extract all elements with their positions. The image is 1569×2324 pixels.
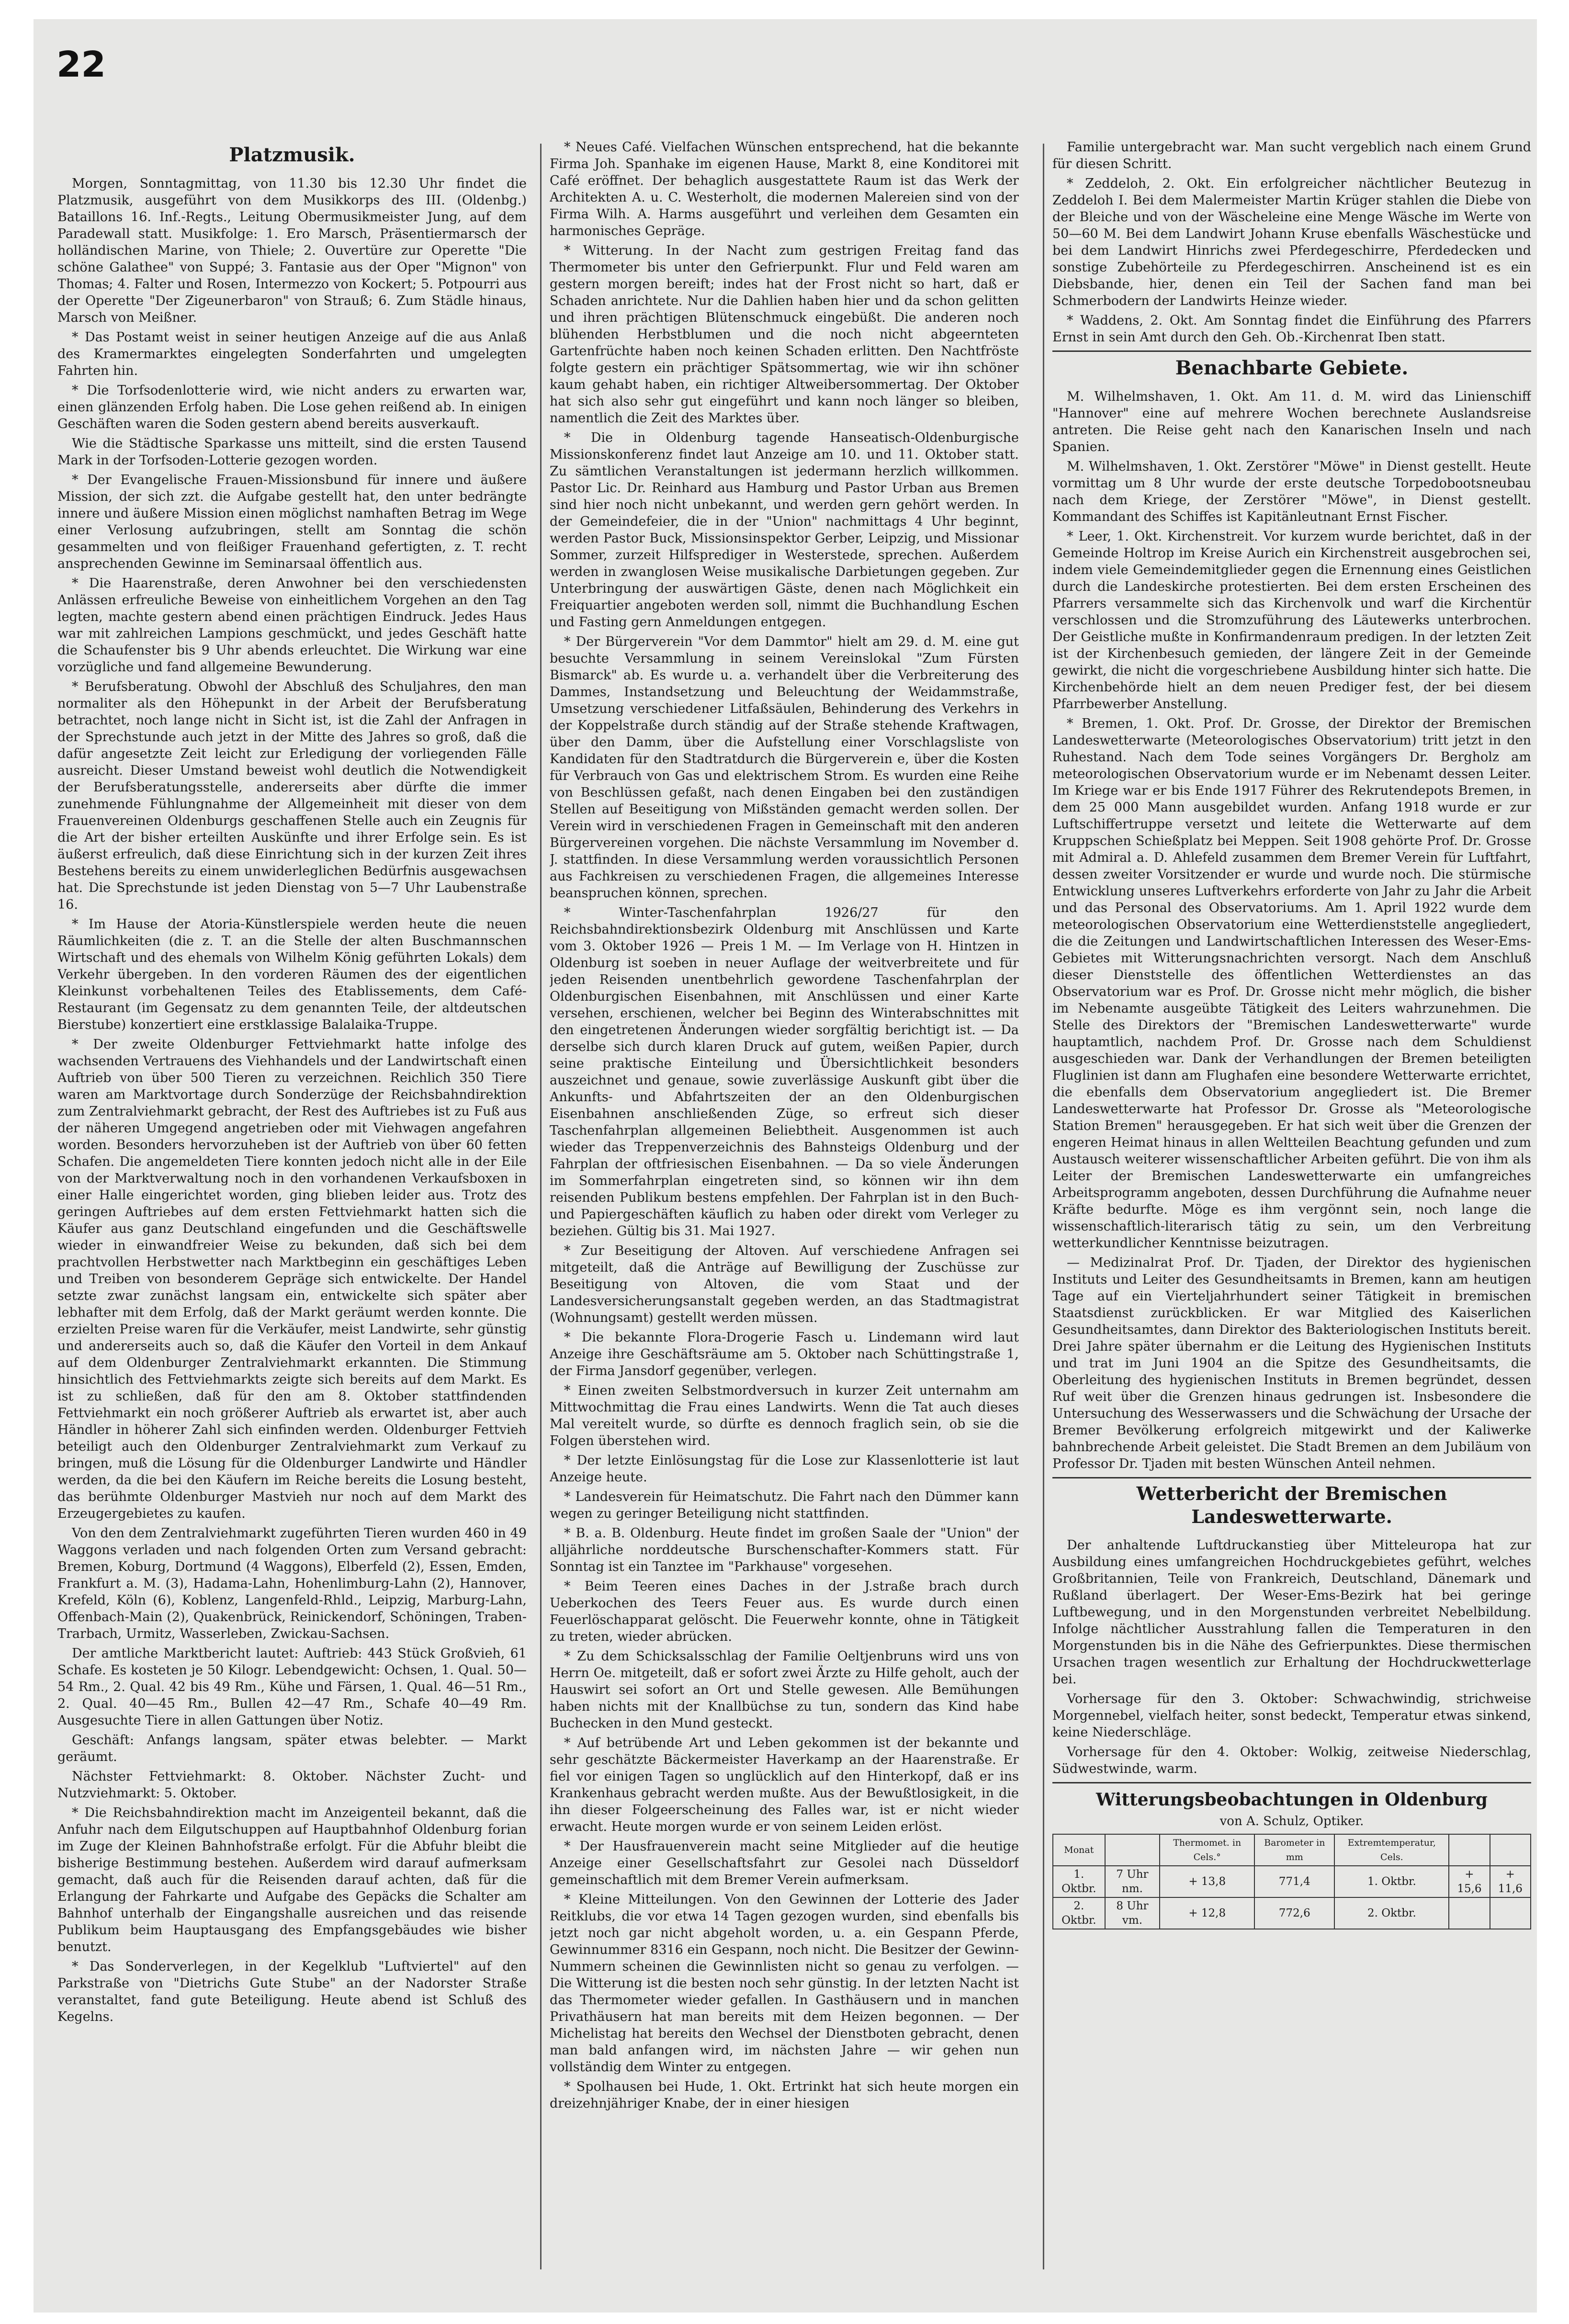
table-header-cell: Barometer in mm [1254,1834,1334,1866]
article-paragraph: * Die in Oldenburg tagende Hanseatisch-Oldenburgische Missionskonferenz findet laut Anzeige am 10. und 11. Oktober statt. Zu sämtlichen Veranstaltungen ist jedermann herzlich willkommen. Pastor Lic. Dr. Reinhard aus Hamburg und Pastor Urban aus Bremen sind hier noch nicht unbekannt, und werden gern gehört werden. In der Gemeindefeier, die in der "Union" nachmittags 4 Uhr beginnt, werden Pastor Buck, Missionsinspektor Gerber, Leipzig, und Missionar Sommer, zurzeit Hilfsprediger in Westerstede, sprechen. Außerdem werden in zwanglosen Weise musikalische Darbietungen gegeben. Zur Unterbringung der auswärtigen Gäste, denen nach Möglichkeit ein Freiquartier angeboten werden soll, nimmt die Buchhandlung Eschen und Fasting gern Anmeldungen entgegen. [550,430,1019,630]
column-rule [540,144,542,2269]
table-cell: 771,4 [1254,1866,1334,1897]
section-divider [1052,1782,1531,1783]
article-paragraph: * Witterung. In der Nacht zum gestrigen Freitag fand das Thermometer bis unter den Gefrierpunkt. Flur und Feld waren am gestern morgen bereift; indes hat der Frost nicht so hart, daß er Schaden anrichtete. Nur die Dahlien haben hier und da schon gelitten und ihren prächtigen Blütenschmuck eingebüßt. Die anderen noch blühenden Herbstblumen und die noch nicht abgeernteten Gartenfrüchte haben noch keinen Schaden erlitten. Den Nachtfröste folgte gestern ein prächtiger Spätsommertag, wie wir ihn schöner kaum gehabt haben, ein richtiger Altweibersommertag. Der Oktober hat sich also sehr gut eingeführt und kann noch länger so bleiben, namentlich die Zeit des Marktes über. [550,243,1019,426]
column-2-body [550,139,1019,2112]
section-title-benachbarte-gebiete: Benachbarte Gebiete. [1175,357,1409,379]
section-title-witterungsbeobachtungen: Witterungsbeobachtungen in Oldenburg [1096,1790,1488,1810]
article-paragraph: * Einen zweiten Selbstmordversuch in kurzer Zeit unternahm am Mittwochmittag die Frau eines Landwirts. Wenn die Tat auch dieses Mal vereitelt wurde, so dürfte es dennoch fraglich sein, ob sie die Folgen überstehen wird. [550,1383,1019,1448]
table-cell: 2. Oktbr. [1334,1897,1449,1929]
article-paragraph: * Die bekannte Flora-Drogerie Fasch u. Lindemann wird laut Anzeige ihre Geschäftsräume am 5. Oktober nach Schüttingstraße 1, der Firma Jansdorf gegenüber, verlegen. [550,1330,1019,1378]
article-paragraph: Der anhaltende Luftdruckanstieg über Mitteleuropa hat zur Ausbildung eines umfangreichen Hochdruckgebietes geführt, welches Großbritannien, Teile von Frankreich, Deutschland, Dänemark und Rußland überlagert. Der Weser-Ems-Bezirk hat bei geringe Luftbewegung, und in den Morgenstunden verbreitet Nebelbildung. Infolge nächtlicher Ausstrahlung fallen die Temperaturen in den Morgenstunden bis in die Nähe des Gefrierpunktes. Diese thermischen Ursachen tragen wesentlich zur Erhaltung der Hochdruckwetterlage bei. [1052,1538,1531,1687]
article-paragraph: * Die Haarenstraße, deren Anwohner bei den verschiedensten Anlässen erfreuliche Beweise von einheitlichem Vorgehen an den Tag legten, machte gestern abend einen prächtigen Eindruck. Jedes Haus war mit zahlreichen Lampions geschmückt, und jedes Geschäft hatte die Schaufenster bis 9 Uhr abends erleuchtet. Die Wirkung war eine vorzügliche und fand allgemeine Bewunderung. [57,576,527,675]
article-paragraph: * Die Torfsodenlotterie wird, wie nicht anders zu erwarten war, einen glänzenden Erfolg haben. Die Lose gehen reißend ab. In einigen Geschäften waren die Soden gestern abend bereits ausverkauft. [57,383,527,431]
article-paragraph: * Neues Café. Vielfachen Wünschen entsprechend, hat die bekannte Firma Joh. Spanhake im eigenen Hause, Markt 8, eine Konditorei mit Café eröffnet. Der behaglich ausgestattete Raum ist das Werk der Architekten A. u. C. Westerholt, die modernen Malereien sind von der Firma Wilh. A. Harms ausgeführt und verleihen dem Gesamten ein harmonisches Gepräge. [550,140,1019,238]
table-header-row [1053,1834,1531,1866]
article-paragraph: M. Wilhelmshaven, 1. Okt. Am 11. d. M. wird das Linienschiff "Hannover" eine auf mehrere Wochen berechnete Auslandsreise antreten. Die Reise geht nach den Kanarischen Inseln und nach Spanien. [1052,389,1531,454]
article-paragraph: * Kleine Mitteilungen. Von den Gewinnen der Lotterie des Jader Reitklubs, die vor etwa 14 Tagen gezogen wurden, sind ebenfalls bis jetzt noch gar nicht abgeholt worden, u. a. ein Gespann Pferde, Gewinnummer 8316 ein Gespann, noch nicht. Die Besitzer der Gewinn-Nummern scheinen die Gewinnlisten nicht so genau zu verfolgen. — Die Witterung ist die besten noch sehr günstig. In der letzten Nacht ist das Thermometer wieder gefallen. In Gasthäusern und in manchen Privathäusern hat man bereits mit dem Heizen begonnen. — Der Michelistag hat bereits den Wechsel der Dienstboten gebracht, denen man bald anfangen wird, im nächsten Jahre — wir gehen nun vollständig dem Winter zu entgegen. [550,1892,1019,2075]
article-paragraph: * Der Hausfrauenverein macht seine Mitglieder auf die heutige Anzeige einer Gesellschaftsfahrt zur Gesolei nach Düsseldorf gemeinschaftlich mit dem Bremer Verein aufmerksam. [550,1839,1019,1887]
article-paragraph: * Der Evangelische Frauen-Missionsbund für innere und äußere Mission, der sich zzt. die Aufgabe gestellt hat, den unter bedrängte innere und äußere Mission einen möglichst namhaften Betrag im Wege einer Verlosung aufzubringen, stellt am Sonntag die schön gesammelten und von fleißiger Frauenhand gefertigten, z. T. recht ansprechenden Gewinne im Seminarsaal öffentlich aus. [57,473,527,571]
table-header-cell: Monat [1053,1834,1105,1866]
article-paragraph: * Das Sonderverlegen, in der Kegelklub "Luftviertel" auf den Parkstraße von "Dietrichs Gute Stube" an der Nadorster Straße veranstaltet, fand gute Beteiligung. Heute abend ist Schluß des Kegelns. [57,1959,527,2024]
article-paragraph: Geschäft: Anfangs langsam, später etwas belebter. — Markt geräumt. [57,1733,527,1764]
column-1-body [57,175,527,2025]
article-paragraph: * Im Hause der Atoria-Künstlerspiele werden heute die neuen Räumlichkeiten (die z. T. an die Stelle der alten Buschmannschen Wirtschaft und des ehemals von Wilhelm König geführten Lokals) dem Verkehr übergeben. In den vorderen Räumen des der eigentlichen Kleinkunst vorbehaltenen Teiles des Etablissements, dem Café-Restaurant (im Gegensatz zu dem genannten Teile, der altdeutschen Bierstube) konzertiert eine erstklassige Balalaika-Truppe. [57,917,527,1032]
article-paragraph: Von den dem Zentralviehmarkt zugeführten Tieren wurden 460 in 49 Waggons verladen und nach folgenden Orten zum Versand gebracht: Bremen, Koburg, Dortmund (4 Waggons), Elberfeld (2), Essen, Emden, Frankfurt a. M. (3), Hadama-Lahn, Hohenlimburg-Lahn (2), Hannover, Krefeld, Köln (6), Koblenz, Langenfeld-Rhld., Leipzig, Marburg-Lahn, Offenbach-Main (2), Quakenbrück, Reinickendorf, Schöningen, Traben-Trarbach, Urmitz, Wasserleben, Zwickau-Sachsen. [57,1526,527,1641]
table-cell [1449,1897,1490,1929]
article-paragraph: * Beim Teeren eines Daches in der J.straße brach durch Ueberkochen des Teers Feuer aus. Es wurde durch einen Feuerlöschapparat gelöscht. Die Feuerwehr konnte, ohne in Tätigkeit zu treten, wieder abrücken. [550,1579,1019,1644]
article-paragraph: Morgen, Sonntagmittag, von 11.30 bis 12.30 Uhr findet die Platzmusik, ausgeführt von dem Musikkorps des III. (Oldenbg.) Bataillons 16. Inf.-Regts., Leitung Obermusikmeister Jung, auf dem Paradewall statt. Musikfolge: 1. Ero Marsch, Präsentiermarsch der holländischen Marine, von Thiele; 2. Ouvertüre zur Operette "Die schöne Galathee" von Suppé; 3. Fantasie aus der Oper "Mignon" von Thomas; 4. Falter und Rosen, Intermezzo von Kockert; 5. Potpourri aus der Operette "Der Zigeunerbaron" von Strauß; 6. Zum Städle hinaus, Marsch von Meißner. [57,176,527,325]
article-paragraph: * Winter-Taschenfahrplan 1926/27 für den Reichsbahndirektionsbezirk Oldenburg mit Anschlüssen und Karte vom 3. Oktober 1926 — Preis 1 M. — Im Verlage von H. Hintzen in Oldenburg ist soeben in neuer Auflage der weitverbreitete und für jeden Reisenden unentbehrlich gewordene Taschenfahrplan der Oldenburgischen Eisenbahnen, mit Anschlüssen und einer Karte versehen, erschienen, welcher bei Beginn des Winterabschnittes mit den eingetretenen Änderungen wieder sorgfältig berichtigt ist. — Da derselbe sich durch klaren Druck auf gutem, weißen Papier, durch seine praktische Einteilung und Übersichtlichkeit besonders auszeichnet und genaue, sowie zuverlässige Auskunft gibt über die Ankunfts- und Abfahrtszeiten der an den Oldenburgischen Eisenbahnen anschließenden Züge, so erfreut sich dieser Taschenfahrplan allgemeinen Beliebtheit. Ausgenommen ist auch wieder das Treppenverzeichnis des Bahnsteigs Oldenburg und der Fahrplan der oftfriesischen Eisenbahnen. — Da so viele Änderungen im Sommerfahrplan eingetreten sind, so können wir ihn dem reisenden Publikum bestens empfehlen. Der Fahrplan ist in den Buch- und Papiergeschäften käuflich zu haben oder direkt vom Verleger zu beziehen. Gültig bis 31. Mai 1927. [550,905,1019,1239]
nearby-regions-news [1052,388,1531,1472]
article-paragraph: Familie untergebracht war. Man sucht vergeblich nach einem Grund für diesen Schritt. [1052,140,1531,171]
column-2 [550,139,1019,2279]
article-paragraph: * Die Reichsbahndirektion macht im Anzeigenteil bekannt, daß die Anfuhr nach dem Eilgutschuppen auf Hauptbahnhof Oldenburg forian im Zuge der Kleinen Bahnhofstraße erfolgt. Für die Abfuhr bleibt die bisherige Bestimmung bestehen. Außerdem wird darauf aufmerksam gemacht, daß auch für die Reisenden darauf achten, daß für die Erlangung der Fahrkarte und Aufgabe des Gepäcks die Schalter am Bahnhof unterhalb der Eingangshalle ausreichen und das reisende Publikum beim Hauptausgang des Empfangsgebäudes wie bisher benutzt. [57,1805,527,1954]
article-paragraph: * Der letzte Einlösungstag für die Lose zur Klassenlotterie ist laut Anzeige heute. [550,1453,1019,1485]
weather-report [1052,1537,1531,1777]
article-paragraph: * Zeddeloh, 2. Okt. Ein erfolgreicher nächtlicher Beutezug in Zeddeloh I. Bei dem Malermeister Martin Krüger stahlen die Diebe von der Bleiche und von der Wäscheleine eine Menge Wäsche im Werte von 50—60 M. Bei dem Landwirt Johann Kruse ebenfalls Wäschestücke und bei dem Landwirt Hinrichs zwei Pferdegeschirre, Pferdedecken und sonstige Zubehörteile zu Pferdegeschirren. Anscheinend ist es ein Diebsbande, hier, denen ein Teil der Sachen fand man bei Schmerbodern der Landwirts Heinze wieder. [1052,176,1531,308]
table-cell: + 15,6 [1449,1866,1490,1897]
article-paragraph: Nächster Fettviehmarkt: 8. Oktober. Nächster Zucht- und Nutzviehmarkt: 5. Oktober. [57,1769,527,1801]
weather-observations-table [1052,1834,1531,1929]
table-cell [1490,1897,1531,1929]
table-cell: 8 Uhr vm. [1105,1897,1160,1929]
article-paragraph: * Spolhausen bei Hude, 1. Okt. Ertrinkt hat sich heute morgen ein dreizehnjähriger Knabe, der in einer hiesigen [550,2079,1019,2111]
table-cell: 1. Oktbr. [1334,1866,1449,1897]
article-paragraph: Wie die Städtische Sparkasse uns mitteilt, sind die ersten Tausend Mark in der Torfsoden-Lotterie gezogen worden. [57,436,527,468]
table-row [1053,1866,1531,1897]
article-paragraph: * Bremen, 1. Okt. Prof. Dr. Grosse, der Direktor der Bremischen Landeswetterwarte (Meteorologisches Observatorium) tritt jetzt in den Ruhestand. Nach dem Tode seines Vorgängers Dr. Bergholz am meteorologischen Observatorium wurde er im Nebenamt dessen Leiter. Im Kriege war er bis Ende 1917 Führer des Rekrutendepots Bremen, in dem 25 000 Mann ausgebildet wurden. Anfang 1918 wurde er zur Luftschiffertruppe versetzt und leitete die Wetterwarte auf dem Kruppschen Schießplatz bei Meppen. Seit 1908 gehörte Prof. Dr. Grosse mit Admiral a. D. Ahlefeld zusammen dem Bremer Verein für Luftfahrt, dessen zweiter Vorsitzender er wurde und wurde noch. Die stürmische Entwicklung unseres Luftverkehrs erforderte von Jahr zu Jahr die Arbeit und das Personal des Observatoriums. Am 1. April 1922 wurde dem meteorologischen Observatorium eine Wetterdienststelle angegliedert, die die Zeitungen und Landwirtschaftlichen Interessen des Weser-Ems-Gebietes mit Witterungsnachrichten versorgt. Nach dem Anschluß dieser Dienststelle des öffentlichen Wetterdienstes an das Observatorium war es Prof. Dr. Grosse nicht mehr möglich, die bisher im Nebenamte ausgeübte Tätigkeit des Leiters wahrzunehmen. Die Stelle des Direktors der "Bremischen Landeswetterwarte" wurde hauptamtlich, nachdem Prof. Dr. Grosse nach dem Schuldienst ausgeschieden war. Dank der Verhandlungen der Bremen beteiligten Fluglinien ist dann am Flughafen eine besondere Wetterwarte errichtet, die ebenfalls dem Observatorium angegliedert ist. Die Bremer Landeswetterwarte hat Professor Dr. Grosse als "Meteorologische Station Bremen" herausgegeben. Er hat sich weit über die Grenzen der engeren Heimat hinaus in allen Weltteilen Beachtung gefunden und zum Austausch weiterer wissenschaftlicher Arbeiten geführt. Die von ihm als Leiter der Bremischen Landeswetterwarte ein umfangreiches Arbeitsprogramm angeboten, dessen Durchführung die Aufnahme neuer Kräfte bedurfte. Möge es ihm vergönnt sein, noch lange die wissenschaftlich-literarisch tätig zu sein, um den Verbreitung wetterkundlicher Kenntnisse beizutragen. [1052,716,1531,1251]
article-paragraph: * Der Bürgerverein "Vor dem Dammtor" hielt am 29. d. M. eine gut besuchte Versammlung in seinem Vereinslokal "Zum Fürsten Bismarck" ab. Es wurde u. a. verhandelt über die Verbreiterung des Dammes, Instandsetzung und Beleuchtung der Weidammstraße, Umsetzung verschiedener Litfaßsäulen, Behinderung des Verkehrs in der Koppelstraße durch ständig auf der Straße stehende Kraftwagen, über den Damm, über die Aufstellung einer Vorschlagsliste von Kandidaten für den Stadtratdurch die Bürgerverein e, über die Kosten für Verbrauch von Gas und elektrischem Strom. Es wurden eine Reihe von Beschlüssen gefaßt, nach denen Eingaben bei den zuständigen Stellen auf Beseitigung von Mißständen gemacht werden sollen. Der Verein wird in verschiedenen Fragen in Gemeinschaft mit den anderen Bürgervereinen vorgehen. Die nächste Versammlung im November d. J. stattfinden. In diese Versammlung werden voraussichtlich Personen aus Fachkreisen zu verschiedenen Fragen, die allgemeines Interesse beanspruchen können, sprechen. [550,634,1019,901]
table-row [1053,1897,1531,1929]
article-paragraph: * Das Postamt weist in seiner heutigen Anzeige auf die aus Anlaß des Kramermarktes eingelegten Sonderfahrten und umgelegten Fahrten hin. [57,330,527,378]
table-body [1053,1866,1531,1929]
article-paragraph: * Zur Beseitigung der Altoven. Auf verschiedene Anfragen sei mitgeteilt, daß die Anträge auf Bewilligung der Zuschüsse zur Beseitigung von Altoven, die vom Staat und der Landesversicherungsanstalt gegeben werden, an das Stadtmagistrat (Wohnungsamt) gestellt werden müssen. [550,1243,1019,1325]
section-title-wetterbericht: Wetterbericht der Bremischen Landeswetterwarte. [1052,1477,1531,1528]
article-paragraph: Vorhersage für den 4. Oktober: Wolkig, zeitweise Niederschlag, Südwestwinde, warm. [1052,1745,1531,1776]
article-paragraph: * Auf betrübende Art und Leben gekommen ist der bekannte und sehr geschätzte Bäckermeister Haverkamp an der Haarenstraße. Er fiel vor einigen Tagen so unglücklich auf den Hinterkopf, daß er ins Krankenhaus gebracht werden mußte. Aus der Bewußtlosigkeit, in die ihn dieser Folgeerscheinung des Falles war, ist er nicht wieder erwacht. Heute morgen wurde er von seinem Leiden erlöst. [550,1736,1019,1834]
article-paragraph: * Landesverein für Heimatschutz. Die Fahrt nach den Dümmer kann wegen zu geringer Beteiligung nicht stattfinden. [550,1489,1019,1521]
article-paragraph: M. Wilhelmshaven, 1. Okt. Zerstörer "Möwe" in Dienst gestellt. Heute vormittag um 8 Uhr wurde der erste deutsche Torpedobootsneubau nach dem Kriege, der Zerstörer "Möwe", in Dienst gestellt. Kommandant des Schiffes ist Kapitänleutnant Ernst Fischer. [1052,459,1531,524]
table-header-cell [1449,1834,1490,1866]
article-paragraph: — Medizinalrat Prof. Dr. Tjaden, der Direktor des hygienischen Instituts und Leiter des Gesundheitsamts in Bremen, kann am heutigen Tage auf ein Vierteljahrhundert seiner Tätigkeit in bremischen Staatsdienst zurückblicken. Er war Mitglied des Kaiserlichen Gesundheitsamtes, dann Direktor des Bakteriologischen Instituts bereit. Drei Jahre später übernahm er die Leitung des Hygienischen Instituts und trat im Juni 1904 an die Spitze des Gesundheitsamts, die Oberleitung des hygienischen Instituts in Bremen begründet, dessen Ruf weit über die Grenzen hinaus gedrungen ist. Insbesondere die Untersuchung des Wesserwassers und die Schwächung der Ursache der Bremer Bevölkerung erfolgreich mitgewirkt und der Kaliwerke bahnbrechende Arbeit geleistet. Die Stadt Bremen an dem Jubiläum von Professor Dr. Tjaden mit besten Wünschen Anteil nehmen. [1052,1255,1531,1471]
table-cell: 1. Oktbr. [1053,1866,1105,1897]
table-header-cell [1105,1834,1160,1866]
article-paragraph: Vorhersage für den 3. Oktober: Schwachwindig, strichweise Morgennebel, vielfach heiter, sonst bedeckt, Temperatur etwas sinkend, keine Niederschläge. [1052,1692,1531,1740]
table-cell: + 13,8 [1160,1866,1254,1897]
article-paragraph: * Waddens, 2. Okt. Am Sonntag findet die Einführung des Pfarrers Ernst in sein Amt durch den Geh. Ob.-Kirchenrat Iben statt. [1052,313,1531,345]
column-3-local-news [1052,139,1531,346]
page-number: 22 [56,44,106,85]
table-cell: 2. Oktbr. [1053,1897,1105,1929]
table-header-cell: Thermomet. in Cels.° [1160,1834,1254,1866]
table-header-cell [1490,1834,1531,1866]
observations-byline: von A. Schulz, Optiker. [1219,1814,1364,1828]
table-header-cell: Extremtemperatur, Cels. [1334,1834,1449,1866]
table-cell: + 12,8 [1160,1897,1254,1929]
article-paragraph: Der amtliche Marktbericht lautet: Auftrieb: 443 Stück Großvieh, 61 Schafe. Es kosteten je 50 Kilogr. Lebendgewicht: Ochsen, 1. Qual. 50—54 Rm., 2. Qual. 42 bis 49 Rm., Kühe und Färsen, 1. Qual. 46—51 Rm., 2. Qual. 40—45 Rm., Bullen 42—47 Rm., Schafe 40—49 Rm. Ausgesuchte Tiere in allen Gattungen über Notiz. [57,1646,527,1728]
table-cell: + 11,6 [1490,1866,1531,1897]
table-cell: 7 Uhr nm. [1105,1866,1160,1897]
article-paragraph: * Berufsberatung. Obwohl der Abschluß des Schuljahres, den man normaliter als den Höhepunkt in der Arbeit der Berufsberatung betrachtet, noch lange nicht in Sicht ist, ist die Zahl der Anfragen in der Sprechstunde auch jetzt in der Mitte des Jahres so groß, daß die dafür angesetzte Zeit leicht zur Erledigung der vorliegenden Fälle ausreicht. Dieser Umstand beweist wohl deutlich die Notwendigkeit der Berufsberatungsstelle, andererseits aber dürfte die immer zunehmende Fühlungnahme der Allgemeinheit mit dieser von dem Frauenvereinen Oldenburgs geschaffenen Stelle auch ein Zeugnis für die Art der bisher erteilten Auskünfte und ihrer Erfolge sein. Es ist äußerst erfreulich, daß diese Einrichtung sich in der kurzen Zeit ihres Bestehens bereits zu einem unwiderleglichen Bedürfnis ausgewachsen hat. Die Sprechstunde ist jeden Dienstag von 5—7 Uhr Laubenstraße 16. [57,679,527,912]
section-divider [1052,350,1531,352]
article-paragraph: * B. a. B. Oldenburg. Heute findet im großen Saale der "Union" der alljährliche norddeutsche Burschenschafter-Kommers statt. Für Sonntag ist ein Tanztee im "Parkhause" vorgesehen. [550,1526,1019,1574]
article-paragraph: * Der zweite Oldenburger Fettviehmarkt hatte infolge des wachsenden Vertrauens des Viehhandels und der Landwirtschaft einen Auftrieb von über 500 Tieren zu verzeichnen. Reichlich 350 Tiere waren am Marktvortage durch Sonderzüge der Reichsbahndirektion zum Zentralviehmarkt gebracht, der Rest des Auftriebes ist zu Fuß aus der näheren Umgegend angetrieben oder mit Viehwagen angefahren worden. Besonders hervorzuheben ist der Auftrieb von über 60 fetten Schafen. Die angemeldeten Tiere konnten jedoch nicht alle in der Eile von der Marktverwaltung noch in den vorhandenen Verkaufsboxen in einer Halle eingerichtet worden, ging blieben leider aus. Trotz des geringen Auftriebes auf dem ersten Fettviehmarkt hatten sich die Käufer aus ganz Deutschland eingefunden und die Geschäftswelle wieder in einwandfreier Weise zu bekunden, daß sich bei dem prachtvollen Herbstwetter nach Marktbeginn ein geschäftiges Leben und Treiben von besonderem Gepräge sich entwickelte. Der Handel setzte zwar zunächst langsam ein, entwickelte sich später aber lebhafter mit dem Erfolg, daß der Markt geräumt werden konnte. Die erzielten Preise waren für die Verkäufer, meist Landwirte, sehr günstig und andererseits auch so, daß die Käufer den Vorteil in dem Ankauf auf dem Oldenburger Zentralviehmarkt erkannten. Die Stimmung hinsichtlich des Fettviehmarkts zeigte sich bereits auf dem Markt. Es ist zu schließen, daß für den am 8. Oktober stattfindenden Fettviehmarkt ein noch größerer Auftrieb als erwartet ist, aber auch Händler in höherer Zahl sich einfinden werden. Oldenburger Fettvieh beteiligt auch den Oldenburger Zentralviehmarkt zum Verkauf zu bringen, muß die Lösung für die Oldenburger Landwirte und Händler werden, da die bei den Käufern im Reiche bereits die Losung besteht, das berühmte Oldenburger Mastvieh nur noch auf dem Markt des Erzeugergebietes zu kaufen. [57,1037,527,1521]
section-title-platzmusik: Platzmusik. [229,144,355,166]
column-1 [57,139,527,2279]
column-rule [1043,144,1044,2269]
column-3 [1052,139,1531,2279]
article-paragraph: * Leer, 1. Okt. Kirchenstreit. Vor kurzem wurde berichtet, daß in der Gemeinde Holtrop im Kreise Aurich ein Kirchenstreit ausgebrochen sei, indem viele Gemeindemitglieder gegen die Ernennung eines Geistlichen durch die Landeskirche protestierten. Bei dem ersten Erscheinen des Pfarrers versammelte sich das Kirchenvolk und warf die Kirchentür verschlossen und die Stromzuführung des Läutewerks unterbrochen. Der Geistliche mußte in Konfirmandenraum predigen. In der letzten Zeit ist der Kirchenbesuch gemieden, der längere Zeit in der Gemeinde gewirkt, die nicht die vorgeschriebene Ausbildung hinter sich hatte. Die Kirchenbehörde hielt an dem neuen Prediger fest, der bei diesem Pfarrbewerber Anstellung. [1052,529,1531,711]
article-paragraph: * Zu dem Schicksalsschlag der Familie Oeltjenbruns wird uns von Herrn Oe. mitgeteilt, daß er sofort zwei Ärzte zu Hilfe geholt, auch der Hauswirt sei sofort an Ort und Stelle gewesen. Alle Bemühungen haben nichts mit der Knallbüchse zu tun, sondern das Kind habe Buchecken in den Mund gesteckt. [550,1649,1019,1731]
table-cell: 772,6 [1254,1897,1334,1929]
